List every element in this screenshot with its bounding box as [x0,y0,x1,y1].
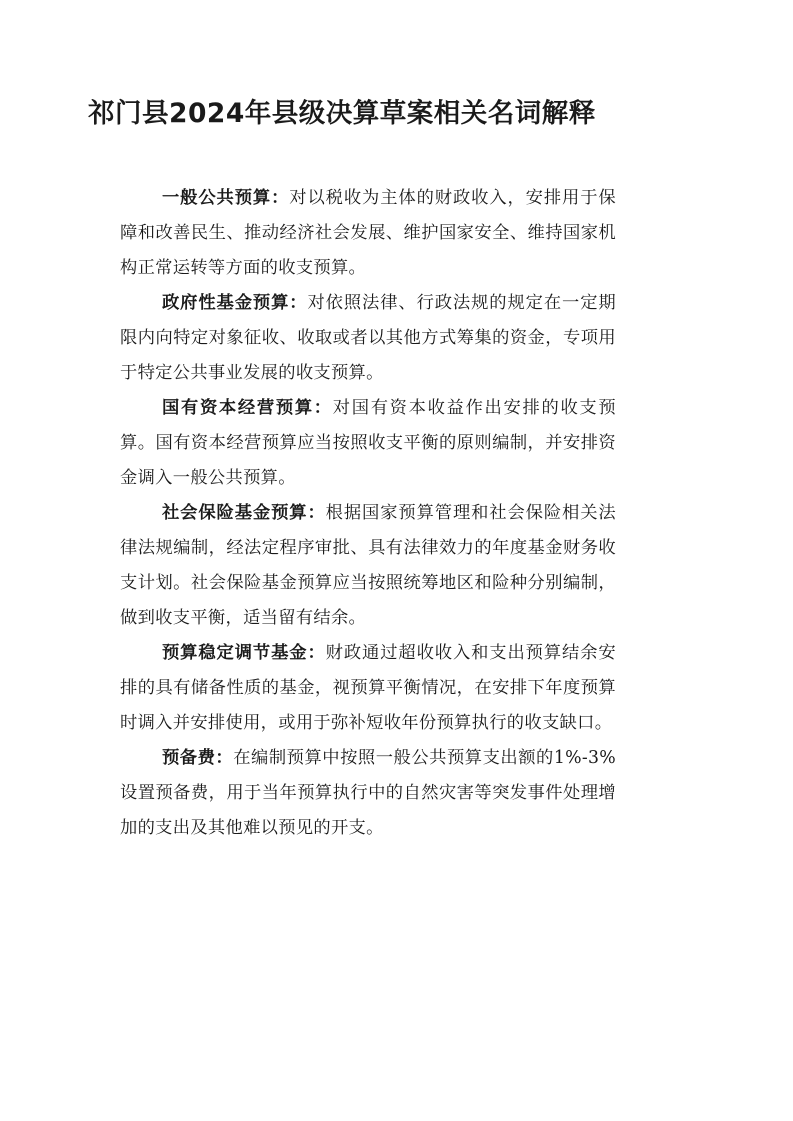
definition-term: 预备费： [162,748,234,768]
definition-text: 对依照法律、行政法规的规定在一定期限内向特定对象征收、收取或者以其他方式筹集的资金，专项用于特定公共事业发展的收支预算。 [120,293,616,383]
definition-term: 政府性基金预算： [162,293,308,313]
definition-term: 国有资本经营预算： [162,398,333,418]
definition-term: 预算稳定调节基金： [162,643,326,663]
definition-state-capital-budget [120,391,616,496]
definition-text: 对国有资本收益作出安排的收支预算。国有资本经营预算应当按照收支平衡的原则编制，并安排资金调入一般公共预算。 [120,398,616,488]
definition-general-public-budget [120,181,616,286]
definitions-list [120,181,616,846]
definition-text: 对以税收为主体的财政收入，安排用于保障和改善民生、推动经济社会发展、维护国家安全、维持国家机构正常运转等方面的收支预算。 [120,188,616,278]
definition-reserve-fund [120,741,616,846]
definition-text: 财政通过超收收入和支出预算结余安排的具有储备性质的基金，视预算平衡情况，在安排下年度预算时调入并安排使用，或用于弥补短收年份预算执行的收支缺口。 [120,643,616,733]
definition-text: 根据国家预算管理和社会保险相关法律法规编制，经法定程序审批、具有法律效力的年度基金财务收支计划。社会保险基金预算应当按照统筹地区和险种分别编制，做到收支平衡，适当留有结余。 [120,503,616,628]
definition-term: 一般公共预算： [162,188,290,208]
definition-social-insurance-fund-budget [120,496,616,636]
page-title: 祁门县2024年县级决算草案相关名词解释 [88,98,596,129]
definition-text: 在编制预算中按照一般公共预算支出额的1%-3%设置预备费，用于当年预算执行中的自然灾害等突发事件处理增加的支出及其他难以预见的开支。 [120,748,616,838]
definition-government-fund-budget [120,286,616,391]
definition-budget-stabilization-fund [120,636,616,741]
definition-term: 社会保险基金预算： [162,503,326,523]
